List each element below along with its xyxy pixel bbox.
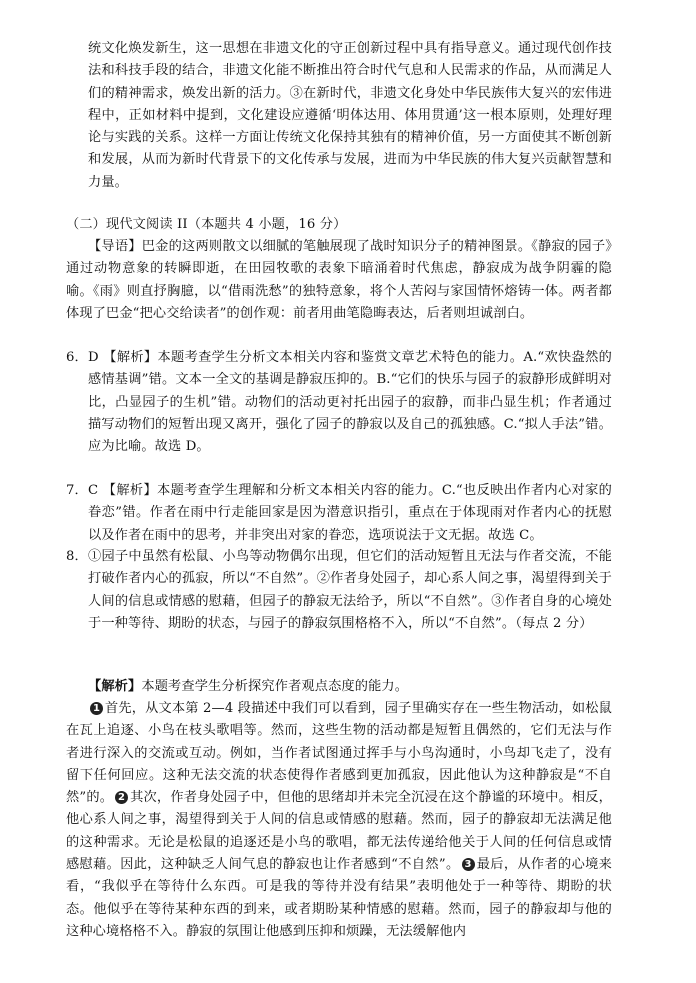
analysis-part-3: 最后，从作者的心境来看，“我似乎在等待什么东西。可是我的等待并没有结果”表明他处于一种等待、期盼的状态。他似乎在等待某种东西的到来，或者期盼某种情感的慰藉。然而，园子的静寂却与他的这种心境格格不入。静寂的氛围让他感到压抑和烦躁，无法缓解他内 [66,857,613,939]
answer-text: D 【解析】本题考查学生分析文本相关内容和鉴赏文章艺术特色的能力。A.“欢快盎然的感情基调”错。文本一全文的基调是静寂压抑的。B.“它们的快乐与园子的寂静形成鲜明对比，凸显园子的生机”错。动物们的活动更衬托出园子的寂静，而非凸显生机；作者通过描写动物们的短暂出现又离开，强化了园子的静寂以及自己的孤独感。C.“拟人手法”错。应为比喻。故选 D。 [88,350,612,455]
question-7-answer [66,480,612,547]
analysis-body [66,698,612,943]
circled-number-1: 1 [90,702,103,715]
analysis-heading [88,676,612,698]
circled-number-2: 2 [115,791,128,804]
answer-text: C 【解析】本题考查学生理解和分析文本相关内容的能力。C.“也反映出作者内心对家的眷恋”错。作者在雨中行走能回家是因为潜意识指引，重点在于体现雨对作者内心的抚慰以及作者在雨中的思考，并非突出对家的眷恋，选项说法于文无据。故选 C。 [88,483,612,543]
question-8-answer [66,546,612,635]
analysis-part-2: 其次，作者身处园子中，但他的思绪却并未完全沉浸在这个静谧的环境中。相反，他心系人间之事，渴望得到关于人间的信息或情感的慰藉。然而，园子的静寂却无法满足他的这种需求。无论是松鼠的追逐还是小鸟的歌唱，都无法传递给他关于人间的任何信息或情感慰藉。因此，这种缺乏人间气息的静寂也让作者感到“不自然”。 [66,790,612,873]
analysis-label: 【解析】 [88,679,142,694]
question-6-answer [66,347,612,458]
daoxue-paragraph: 【导语】巴金的这两则散文以细腻的笔触展现了战时知识分子的精神图景。《静寂的园子》通过动物意象的转瞬即逝，在田园牧歌的表象下暗涌着时代焦虑，静寂成为战争阴霾的隐喻。《雨》则直抒胸臆，以“借雨洗愁”的独特意象，将个人苦闷与家国情怀熔铸一体。两者都体现了巴金“把心交给读者”的创作观：前者用曲笔隐晦表达，后者则坦诚剖白。 [66,239,612,321]
answer-text: ①园子中虽然有松鼠、小鸟等动物偶尔出现，但它们的活动短暂且无法与作者交流，不能打破作者内心的孤寂，所以“不自然”。②作者身处园子，却心系人间之事，渴望得到关于人间的信息或情感的慰藉，但园子的静寂无法给予，所以“不自然”。③作者自身的心境处于一种等待、期盼的状态，与园子的静寂氛围格格不入，所以“不自然”。（每点 2 分） [88,549,612,631]
question-number: 6． [66,350,88,365]
analysis-intro: 本题考查学生分析探究作者观点态度的能力。 [141,679,409,694]
intro-paragraph: 统文化焕发新生，这一思想在非遗文化的守正创新过程中具有指导意义。通过现代创作技法和科技手段的结合，非遗文化能不断推出符合时代气息和人民需求的作品，从而满足人们的精神需求，焕发出新的活力。③在新时代，非遗文化身处中华民族伟大复兴的宏伟进程中，正如材料中提到，文化建设应遵循‘明体达用、体用贯通’这一根本原则，处理好理论与实践的关系。这样一方面让传统文化保持其独有的精神价值，另一方面使其不断创新和发展，从而为新时代背景下的文化传承与发展，进而为中华民族的伟大复兴贡献智慧和力量。 [88,41,612,190]
circled-number-3: 3 [462,858,475,871]
section-heading: （二）现代文阅读 II（本题共 4 小题，16 分） [66,217,347,232]
question-number: 8． [66,549,88,564]
analysis-part-1: 首先，从文本第 2—4 段描述中我们可以看到，园子里确实存在一些生物活动，如松鼠在瓦上追逐、小鸟在枝头歌唱等。然而，这些生物的活动都是短暂且偶然的，它们无法与作者进行深入的交流或互动。例如，当作者试图通过挥手与小鸟沟通时，小鸟却飞走了，没有留下任何回应。这种无法交流的状态使得作者感到更加孤寂，因此他认为这种静寂是“不自然”的。 [66,701,612,806]
question-number: 7． [66,483,88,498]
